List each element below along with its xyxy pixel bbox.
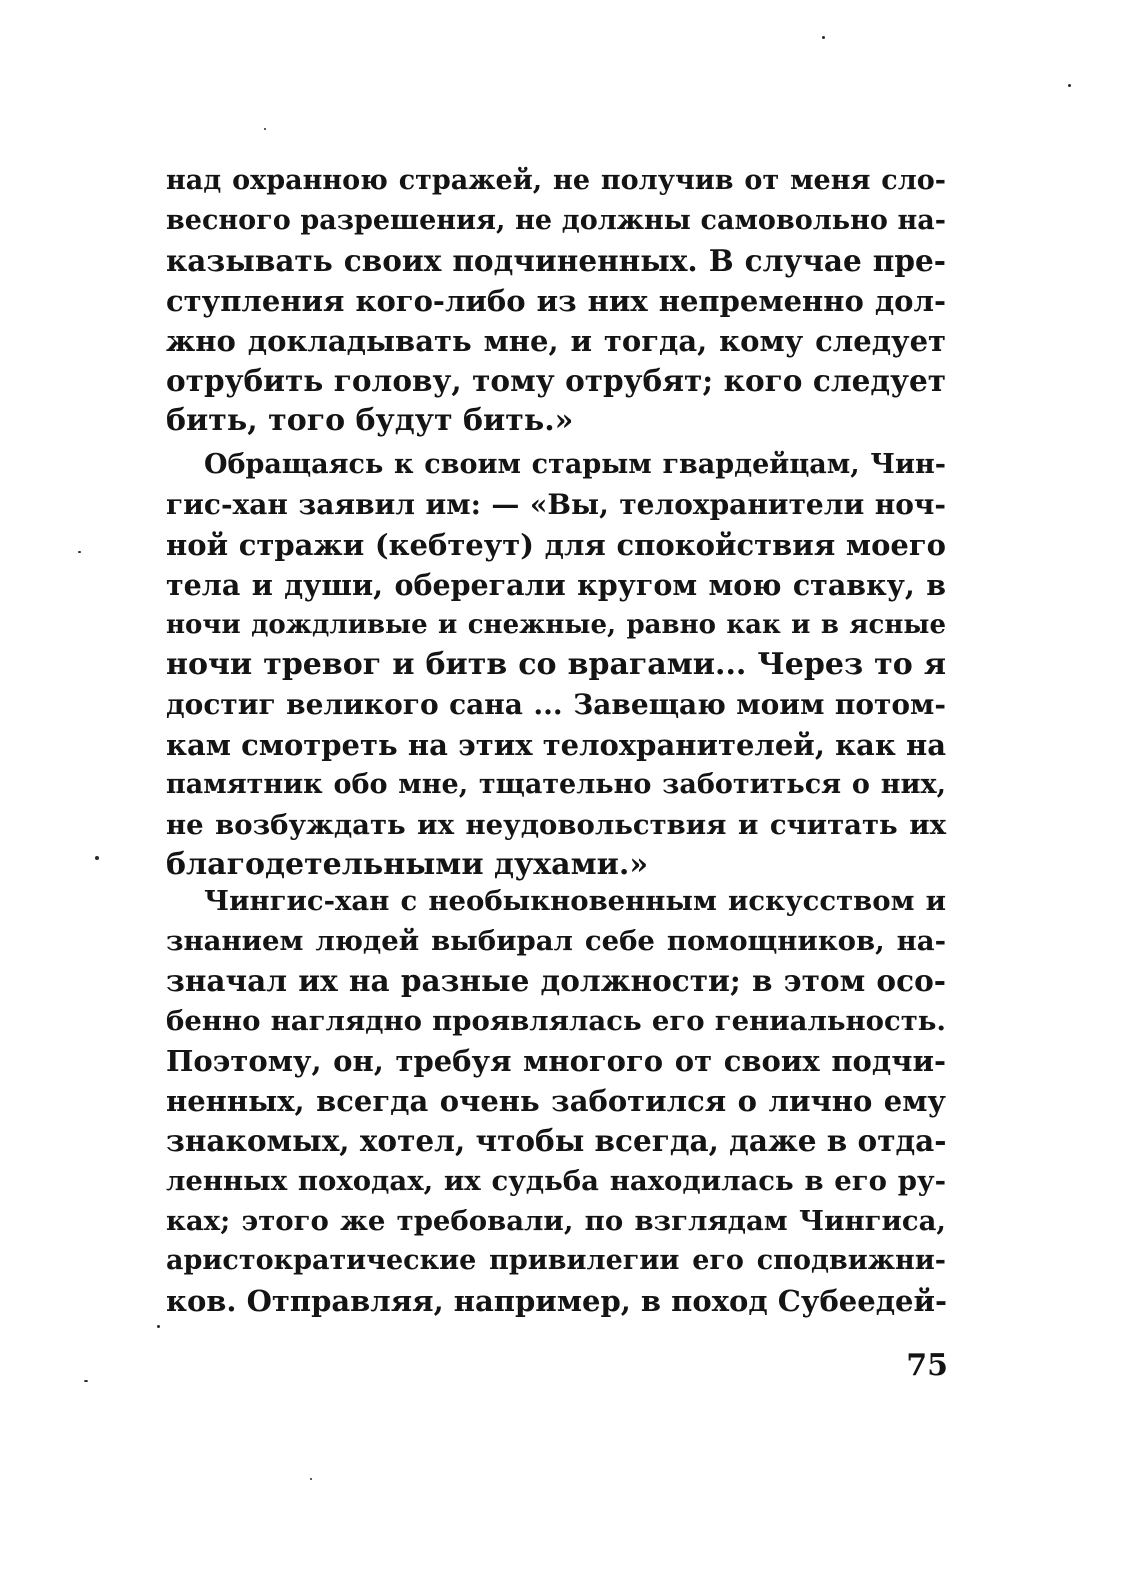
text-line: жно докладывать мне, и тогда, кому следует [166,324,946,358]
text-line: ступления кого-либо из них непременно дол- [166,284,946,318]
text-line: достиг великого сана ... Завещаю моим потом- [166,688,946,721]
text-line: казывать своих подчиненных. В случае пре- [166,243,946,278]
text-line: бенно наглядно проявлялась его гениальность. [166,1005,946,1037]
text-line: Поэтому, он, требуя многого от своих подчи- [166,1044,946,1078]
text-line: ленных походах, их судьба находилась в его ру- [166,1165,946,1197]
text-line: ненных, всегда очень заботился о лично ему [166,1084,946,1118]
text-line: кам смотреть на этих телохранителей, как на [166,728,946,762]
scan-speck [822,36,825,39]
scan-speck [157,1325,160,1328]
page-number: 75 [906,1348,948,1383]
text-line: знакомых, хотел, чтобы всегда, даже в отда- [166,1123,947,1158]
text-line: бить, того будут бить.» [166,403,574,438]
text-line: отрубить голову, тому отрубят; кого следует [166,363,946,398]
text-line: ной стражи (кебтеут) для спокойствия моего [166,528,946,562]
paragraph-first-line: Чингис-хан с необыкновенным искусством и [204,885,946,917]
text-line: ков. Отправляя, например, в поход Субеедей- [166,1284,948,1318]
text-line: ночи тревог и битв со врагами... Через то я [166,647,946,682]
text-line: тела и души, оберегали кругом мою ставку, в [166,568,946,602]
scan-speck [1068,84,1071,87]
scan-speck [310,1478,312,1480]
text-line: знанием людей выбирал себе помощников, на- [166,925,946,957]
text-line: памятник обо мне, тщательно заботиться о них, [166,769,946,800]
scan-speck [78,551,81,553]
text-line: не возбуждать их неудовольствия и считать их [166,809,946,841]
scan-speck [264,128,266,130]
text-line: аристократические привилегии его сподвижни- [166,1245,946,1276]
paragraph-first-line: Обращаясь к своим старым гвардейцам, Чин- [204,449,946,480]
text-line: гис-хан заявил им: — «Вы, телохранители ноч- [166,488,946,521]
text-line: благодетельными духами.» [166,847,649,882]
scan-speck [95,856,99,860]
text-line: над охранною стражей, не получив от меня сло- [166,165,946,196]
text-line: значал их на разные должности; в этом осо- [166,963,946,998]
scan-speck [84,1380,88,1382]
text-line: ках; этого же требовали, по взглядам Чингиса, [166,1205,946,1237]
text-line: ночи дождливые и снежные, равно как и в ясные [166,610,946,640]
text-line: весного разрешения, не должны самовольно на- [166,205,946,236]
